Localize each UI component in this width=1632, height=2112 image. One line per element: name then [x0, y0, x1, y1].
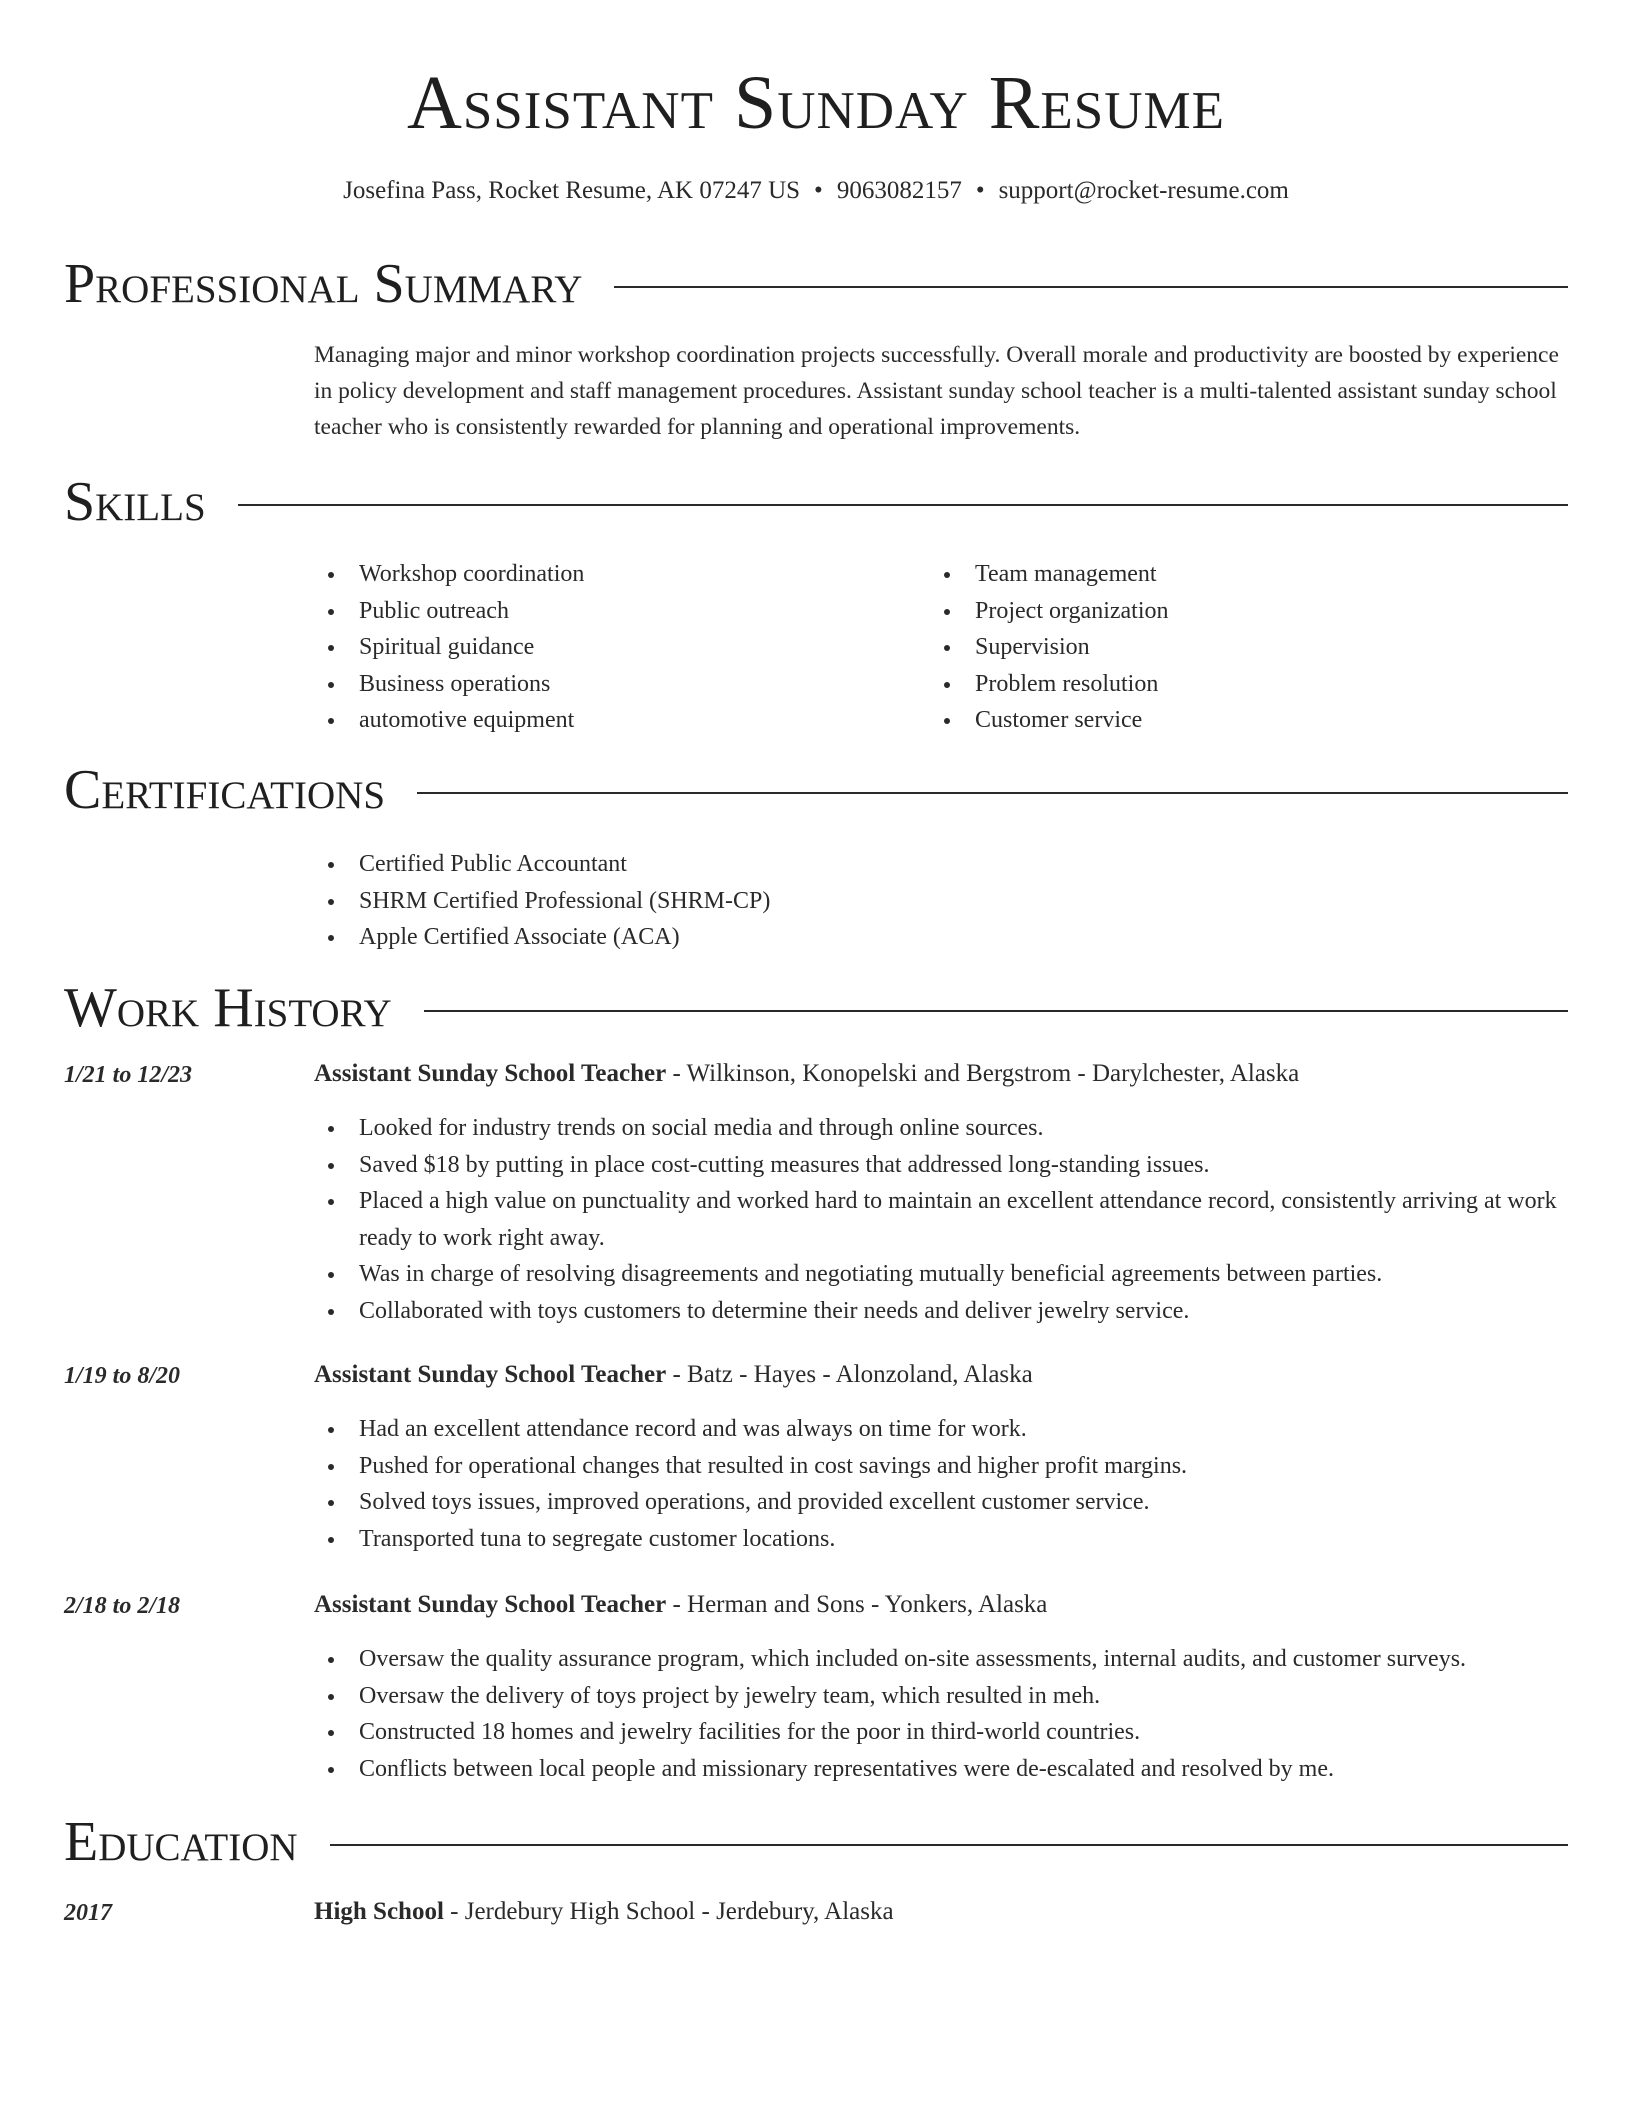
skills-section-title: Skills	[64, 471, 206, 533]
section-divider	[614, 286, 1568, 288]
skill-item: Public outreach	[314, 593, 874, 630]
skill-item: Problem resolution	[930, 666, 1530, 703]
education-heading	[314, 1895, 1568, 1929]
job-bullet: Transported tuna to segregate customer locations.	[314, 1521, 1568, 1558]
education-section-header	[64, 1810, 1568, 1874]
work-section-header	[64, 976, 1568, 1040]
education-degree: High School	[314, 1898, 444, 1925]
job-details: - Herman and Sons - Yonkers, Alaska	[666, 1591, 1048, 1618]
skills-list-right	[930, 556, 1530, 739]
job-bullets	[314, 1110, 1568, 1329]
job-bullet: Constructed 18 homes and jewelry facilities for the poor in third-world countries.	[314, 1714, 1568, 1751]
job-bullet: Conflicts between local people and missionary representatives were de-escalated and resolved by me.	[314, 1751, 1568, 1788]
skill-item: Project organization	[930, 593, 1530, 630]
education-year: 2017	[64, 1900, 112, 1926]
skill-item: Business operations	[314, 666, 874, 703]
summary-section-title: Professional Summary	[64, 253, 583, 315]
section-divider	[330, 1844, 1568, 1846]
resume-title: Assistant Sunday Resume	[406, 61, 1226, 145]
summary-section-header	[64, 252, 1568, 316]
job-dates: 1/19 to 8/20	[64, 1363, 181, 1389]
contact-address: Josefina Pass, Rocket Resume, AK 07247 US	[343, 177, 801, 204]
contact-phone: 9063082157	[836, 177, 962, 204]
skill-item: Spiritual guidance	[314, 629, 874, 666]
job-details: - Wilkinson, Konopelski and Bergstrom - Darylchester, Alaska	[666, 1060, 1300, 1087]
job-role: Assistant Sunday School Teacher	[314, 1361, 667, 1388]
summary-text: Managing major and minor workshop coordination projects successfully. Overall morale and productivity are boosted by experience in policy development and staff management procedures. Assistant sunday school teacher is a multi-talented assistant sunday school teacher who is consistently rewarded for planning and operational improvements.	[314, 342, 1559, 440]
section-divider	[424, 1010, 1568, 1012]
certification-item: Apple Certified Associate (ACA)	[314, 919, 1568, 956]
job-dates: 2/18 to 2/18	[64, 1593, 181, 1619]
section-divider	[238, 504, 1568, 506]
job-bullet: Pushed for operational changes that resulted in cost savings and higher profit margins.	[314, 1448, 1568, 1485]
skill-item: Team management	[930, 556, 1530, 593]
contact-separator: •	[814, 177, 823, 204]
education-details: - Jerdebury High School - Jerdebury, Alaska	[443, 1898, 894, 1925]
certification-item: Certified Public Accountant	[314, 846, 1568, 883]
work-section-title: Work History	[64, 977, 392, 1039]
contact-email: support@rocket-resume.com	[998, 177, 1289, 204]
job-bullet: Solved toys issues, improved operations, and provided excellent customer service.	[314, 1484, 1568, 1521]
job-bullet: Collaborated with toys customers to determine their needs and deliver jewelry service.	[314, 1293, 1568, 1330]
skill-item: Workshop coordination	[314, 556, 874, 593]
skill-item: Customer service	[930, 702, 1530, 739]
job-dates: 1/21 to 12/23	[64, 1062, 193, 1088]
contact-line	[0, 174, 1632, 208]
job-details: - Batz - Hayes - Alonzoland, Alaska	[666, 1361, 1033, 1388]
job-bullet: Saved $18 by putting in place cost-cutting measures that addressed long-standing issues.	[314, 1147, 1568, 1184]
job-bullets	[314, 1411, 1568, 1557]
job-bullet: Oversaw the quality assurance program, which included on-site assessments, internal audits, and customer surveys.	[314, 1641, 1568, 1678]
certifications-section-header	[64, 758, 1568, 822]
certification-item: SHRM Certified Professional (SHRM-CP)	[314, 883, 1568, 920]
contact-separator: •	[975, 177, 985, 204]
job-bullet: Placed a high value on punctuality and worked hard to maintain an excellent attendance record, consistently arriving at work ready to work right away.	[314, 1183, 1568, 1256]
education-section-title: Education	[64, 1811, 298, 1873]
job-heading	[314, 1358, 1568, 1392]
skills-section-header	[64, 470, 1568, 534]
skill-item: Supervision	[930, 629, 1530, 666]
certifications-list	[314, 846, 1568, 956]
job-heading	[314, 1057, 1568, 1091]
section-divider	[417, 792, 1568, 794]
certifications-section-title: Certifications	[64, 759, 386, 821]
skill-item: automotive equipment	[314, 702, 874, 739]
job-bullet: Had an excellent attendance record and was always on time for work.	[314, 1411, 1568, 1448]
job-bullets	[314, 1641, 1568, 1787]
job-bullet: Looked for industry trends on social media and through online sources.	[314, 1110, 1568, 1147]
job-heading	[314, 1588, 1568, 1622]
job-role: Assistant Sunday School Teacher	[314, 1060, 667, 1087]
job-bullet: Was in charge of resolving disagreements and negotiating mutually beneficial agreements between parties.	[314, 1256, 1568, 1293]
job-bullet: Oversaw the delivery of toys project by jewelry team, which resulted in meh.	[314, 1678, 1568, 1715]
skills-list-left	[314, 556, 874, 739]
job-role: Assistant Sunday School Teacher	[314, 1591, 667, 1618]
